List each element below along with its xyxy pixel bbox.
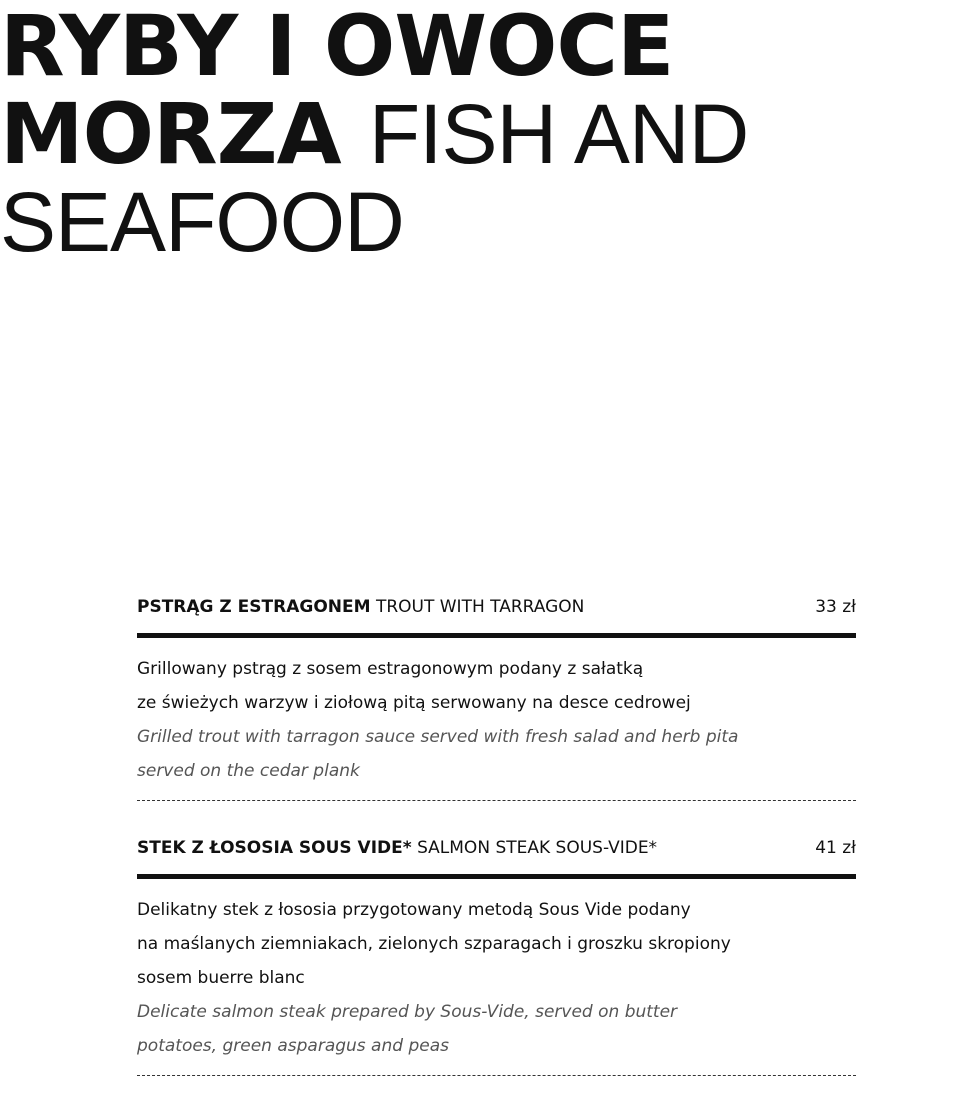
divider-thick: [137, 633, 856, 638]
page-title-english: FISH AND SEAFOOD: [0, 87, 749, 269]
divider-dashed: [137, 800, 856, 801]
description-english-line: Grilled trout with tarragon sauce served with fresh salad and herb pita: [137, 727, 739, 747]
menu-item-name: [137, 838, 657, 858]
divider-dashed: [137, 1075, 856, 1076]
description-english-line: Delicate salmon steak prepared by Sous-Vide, served on butter: [137, 1002, 678, 1022]
menu-item-name-english: SALMON STEAK SOUS-VIDE*: [417, 838, 658, 858]
menu-item-price: 33 zł: [815, 597, 856, 617]
menu-item-name: [137, 597, 584, 617]
menu-item-description: [137, 652, 856, 788]
description-polish-line: Delikatny stek z łososia przygotowany metodą Sous Vide podany: [137, 900, 691, 920]
description-english-line: served on the cedar plank: [137, 761, 360, 781]
description-polish-line: Grillowany pstrąg z sosem estragonowym podany z sałatką: [137, 659, 644, 679]
menu-item-description: [137, 893, 856, 1063]
description-polish-line: ze świeżych warzyw i ziołową pitą serwowany na desce cedrowej: [137, 693, 691, 713]
menu-item-header: [137, 835, 856, 861]
page-title-polish: RYBY I OWOCE MORZA: [0, 0, 674, 183]
description-polish-line: sosem buerre blanc: [137, 968, 305, 988]
description-english-line: potatoes, green asparagus and peas: [137, 1036, 449, 1056]
menu-item-price: 41 zł: [815, 838, 856, 858]
menu-item-trout: [137, 594, 856, 801]
menu-item-name-english: TROUT WITH TARRAGON: [375, 597, 585, 617]
page-title: [0, 0, 960, 269]
description-polish-line: na maślanych ziemniakach, zielonych szparagach i groszku skropiony: [137, 934, 731, 954]
menu-item-name-polish: STEK Z ŁOSOSIA SOUS VIDE*: [137, 838, 412, 858]
menu-item-header: [137, 594, 856, 620]
menu-item-salmon: [137, 835, 856, 1076]
menu-item-name-polish: PSTRĄG Z ESTRAGONEM: [137, 597, 371, 617]
divider-thick: [137, 874, 856, 879]
